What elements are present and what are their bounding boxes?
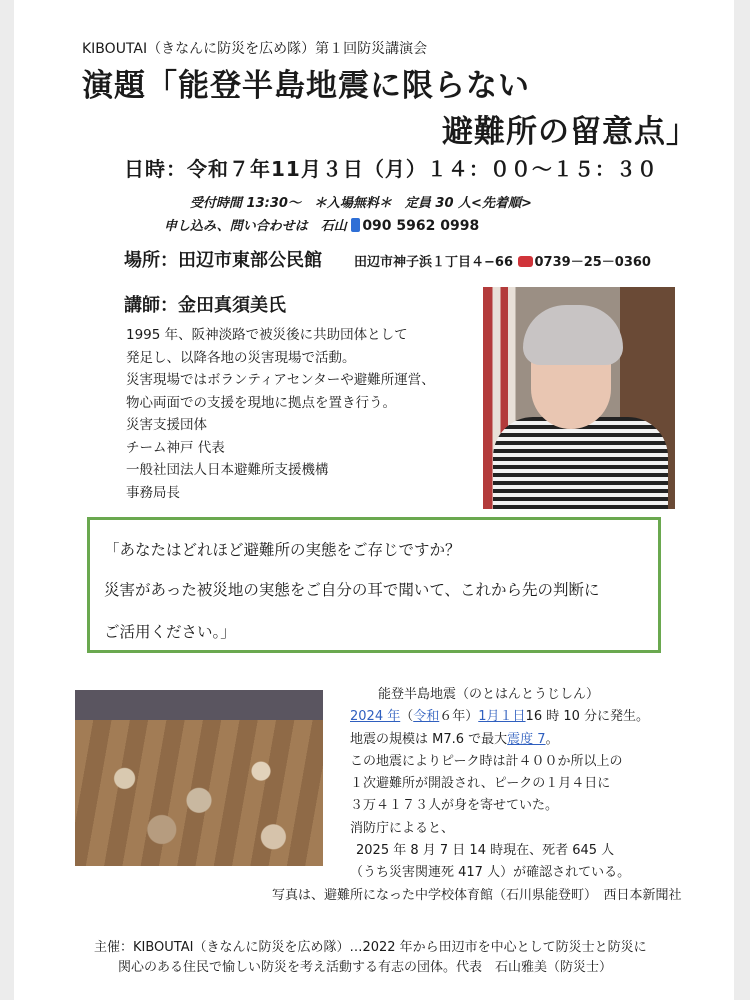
quake-heading: 能登半島地震（のとはんとうじしん） [378, 687, 600, 702]
lecture-title-line1: 演題「能登半島地震に限らない [82, 68, 530, 104]
bio-line: 発足し、以降各地の災害現場で活動。 [126, 349, 356, 366]
bio-line: 災害支援団体 [126, 417, 207, 433]
paren-open: （ [400, 709, 414, 725]
bio-line: チーム神戸 代表 [126, 439, 225, 456]
telephone-icon [518, 256, 533, 267]
lecture-title-line2: 避難所の留意点」 [442, 114, 698, 150]
organizer-line: KIBOUTAI（きなんに防災を広め隊）第１回防災講演会 [82, 41, 428, 57]
intensity-link[interactable]: 震度 7 [507, 731, 546, 747]
mobile-phone-icon [351, 218, 360, 232]
magnitude-end: 。 [545, 731, 559, 747]
venue-phone[interactable]: 0739－25－0360 [534, 255, 651, 270]
quake-line: （うち災害関連死 417 人）が確認されている。 [350, 865, 631, 881]
lecturer-photo [483, 287, 675, 509]
venue-address: 田辺市神子浜１丁目４−66 [354, 255, 513, 270]
photo-caption: 写真は、避難所になった中学校体育館（石川県能登町） 西日本新聞社 [272, 888, 682, 903]
quake-line: １次避難所が開設され、ピークの１月４日に [350, 776, 611, 792]
quake-line: 2025 年 8 月 7 日 14 時現在、死者 645 人 [356, 843, 615, 859]
flyer-page [14, 0, 734, 1000]
year-link[interactable]: 2024 年 [350, 709, 401, 725]
contact-info [164, 215, 479, 234]
date-link[interactable]: 1月１日 [478, 709, 526, 725]
venue-address-line [354, 251, 651, 270]
quake-date-line [350, 706, 649, 728]
lecturer-heading: 講師：金田真須美氏 [124, 295, 286, 316]
magnitude-text: 地震の規模は M7.6 で最大 [350, 731, 508, 747]
message-line: 「あなたはどれほど避難所の実態をご存じですか？ [104, 541, 461, 559]
bio-line: 1995 年、阪神淡路で被災後に共助団体として [126, 327, 408, 343]
footer-line: 関心のある住民で愉しい防災を考え活動する有志の団体。代表 石山雅美（防災士） [118, 960, 613, 975]
contact-phone[interactable]: 090 5962 0998 [362, 218, 480, 234]
bio-line: 一般社団法人日本避難所支援機構 [126, 462, 329, 478]
quake-info [350, 684, 649, 885]
quake-line: この地震によりピーク時は計４００か所以上の [350, 753, 623, 769]
bio-line: 災害現場ではボランティアセンターや避難所運営、 [126, 372, 435, 388]
bio-line: 事務局長 [126, 484, 180, 501]
message-line: ご活用ください。」 [104, 623, 236, 641]
footer-line: 主催：KIBOUTAI（きなんに防災を広め隊）…2022 年から田辺市を中心として防災士と防災に [94, 940, 647, 955]
photo-shelter-floor [75, 720, 323, 866]
contact-label: 申し込み、問い合わせは 石山 [164, 219, 347, 234]
message-box [87, 517, 661, 653]
quake-line: ３万４１７３人が身を寄せていた。 [350, 798, 559, 814]
quake-magnitude-line [350, 729, 649, 751]
shelter-gym-photo [75, 690, 323, 866]
reception-info: 受付時間 13:30～ ＊入場無料＊ 定員 30 人<先着順> [190, 196, 532, 211]
venue-name: 場所：田辺市東部公民館 [124, 250, 322, 271]
message-line: 災害があった被災地の実態をご自分の耳で聞いて、これから先の判断に [104, 581, 600, 599]
bio-line: 物心両面での支援を現地に拠点を置き行う。 [126, 394, 396, 411]
event-datetime: 日時：令和７年11月３日（月）１４：００～１５：３０ [124, 157, 658, 181]
era-rest: ６年） [439, 709, 479, 725]
era-link[interactable]: 令和 [413, 709, 440, 725]
lecturer-bio [126, 324, 435, 504]
photo-checkered-shirt [493, 417, 668, 509]
quake-line: 消防庁によると、 [350, 820, 455, 836]
photo-hair [523, 305, 623, 365]
time-rest: 16 時 10 分に発生。 [525, 709, 650, 725]
